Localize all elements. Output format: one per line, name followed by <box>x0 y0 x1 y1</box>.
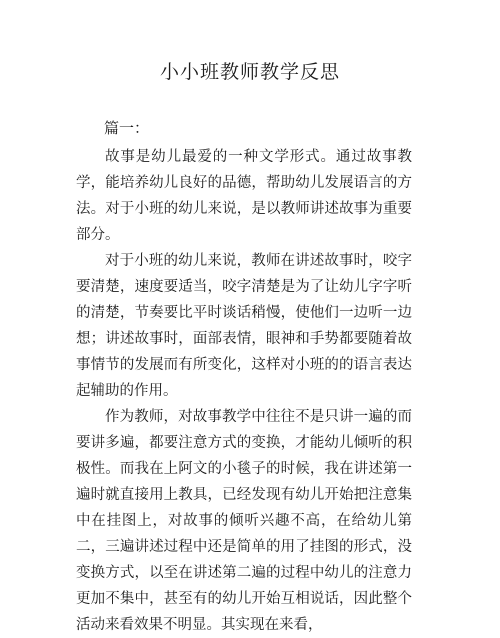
body-text <box>76 144 412 638</box>
section-label: 篇一： <box>104 119 150 137</box>
paragraph: 故事是幼儿最爱的一种文学形式。通过故事教学，能培养幼儿良好的品德，帮助幼儿发展语言的方法。对于小班的幼儿来说，是以教师讲述故事为重要部分。 <box>76 149 412 243</box>
paragraph: 对于小班的幼儿来说，教师在讲述故事时，咬字要清楚，速度要适当，咬字清楚是为了让幼儿字字听的清楚，节奏要比平时谈话稍慢，使他们一边听一边想；讲述故事时，面部表情，眼神和手势都要随着故事情节的发展而有所变化，这样对小班的的语言表达起辅助的作用。 <box>76 253 412 399</box>
document-title: 小小班教师教学反思 <box>159 61 340 83</box>
paragraph: 作为教师，对故事教学中往往不是只讲一遍的而要讲多遍，都要注意方式的变换，才能幼儿倾听的积极性。而我在上阿文的小毯子的时候，我在讲述第一遍时就直接用上教具，已经发现有幼儿开始把注意集中在挂图上，对故事的倾听兴趣不高，在给幼儿第二，三遍讲述过程中还是简单的用了挂图的形式，没变换方式，以至在讲述第二遍的过程中幼儿的注意力更加不集中，甚至有的幼儿开始互相说话，因此整个活动来看效果不明显。其实现在来看， <box>76 409 412 633</box>
